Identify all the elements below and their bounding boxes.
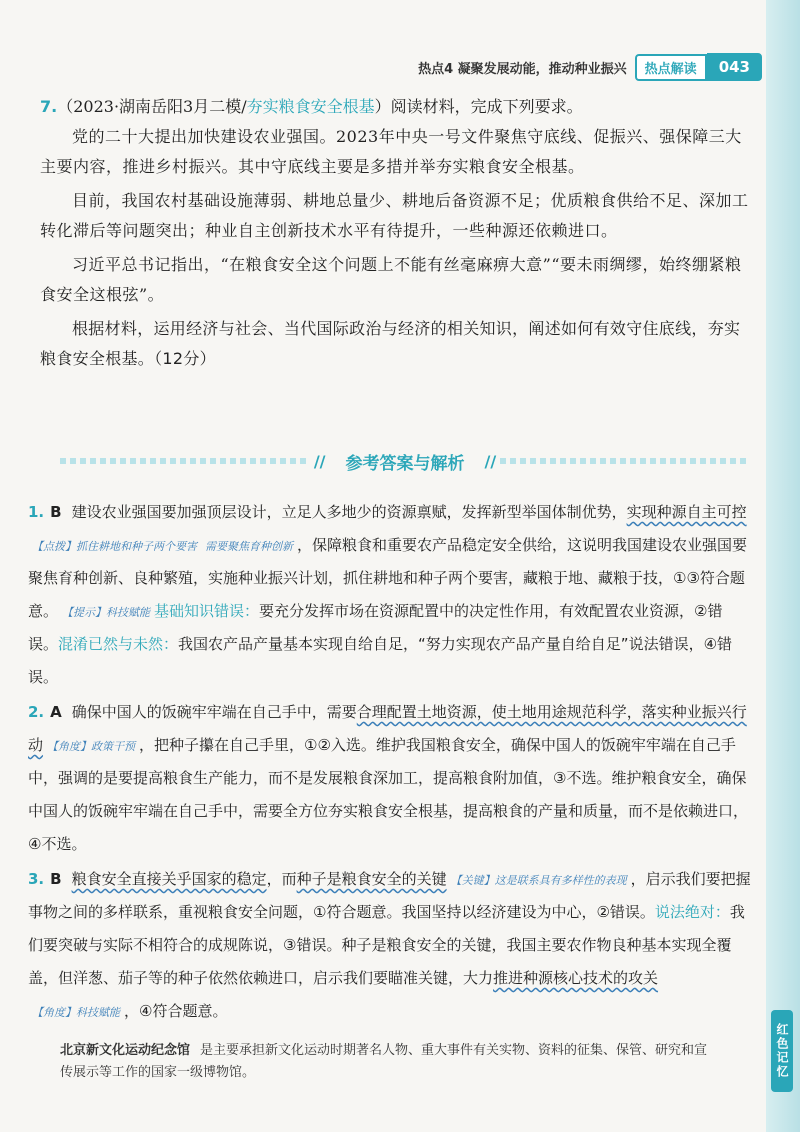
question-task: 根据材料，运用经济与社会、当代国际政治与经济的相关知识，阐述如何有效守住底线，夯实粮食安全根基。（12分）: [40, 319, 741, 368]
answer-number: 2.: [28, 703, 45, 721]
underlined-text: 实现种源自主可控: [626, 503, 747, 521]
section-tag: 热点解读: [635, 54, 707, 81]
annotation-note: 【关键】这是联系具有多样性的表现: [450, 874, 627, 887]
footer-title: 北京新文化运动纪念馆: [60, 1043, 191, 1058]
slash-decoration: //: [484, 451, 497, 471]
answer-text: ，④符合题意。: [124, 1002, 228, 1020]
annotation-note: 【点拨】抓住耕地和种子两个要害: [32, 540, 197, 553]
answer-text: ，把种子攥在自己手里，①②入选。维护我国粮食安全，确保中国人的饭碗牢牢端在自己手中，强调的是要提高粮食生产能力，而不是发展粮食深加工，提高粮食附加值，③不选。维护粮食安全，确保中国人的饭碗牢牢端在自己手中，需要全方位夯实粮食安全根基，提高粮食的产量和质量，而不是依赖进口，④不选。: [28, 736, 749, 853]
answers-list: [28, 496, 752, 1030]
answer-section-header: [60, 448, 750, 474]
underlined-text: 合理配置土地资源，使土地用途规范科学，落实种业振兴行动: [28, 703, 747, 754]
underlined-text: 种子是粮食安全的关键: [296, 870, 447, 888]
footer-text: 是主要承担新文化运动时期著名人物、重大事件有关实物、资料的征集、保管、研究和宣传展示等工作的国家一级博物馆。: [60, 1043, 708, 1080]
answer-text: ，保障粮食和重要农产品稳定安全供给，这说明我国建设农业强国要聚焦育种创新、良种繁殖，实施种业振兴计划，抓住耕地和种子两个要害，藏粮于地、藏粮于技，①③符合题意。: [28, 536, 748, 620]
highlight-label: 基础知识错误：: [154, 602, 260, 620]
question-source-suffix: ）阅读材料，完成下列要求。: [374, 97, 583, 116]
question-paragraph: 目前，我国农村基础设施薄弱、耕地总量少、耕地后备资源不足；优质粮食供给不足、深加工转化滞后等问题突出；种业自主创新技术水平有待提升，一些种源还依赖进口。: [40, 191, 749, 240]
answer-text: 建设农业强国要加强顶层设计，立足人多地少的资源禀赋，发挥新型举国体制优势，: [71, 503, 627, 521]
side-strip: [766, 0, 800, 1132]
divider: [60, 458, 310, 464]
underlined-text: 推进种源核心技术的攻关: [493, 969, 659, 987]
highlight-label: 说法绝对：: [654, 903, 730, 921]
answer-letter: B: [50, 503, 62, 521]
question-source-tag: 夯实粮食安全根基: [246, 97, 375, 116]
annotation-note: 【角度】政策干预: [47, 740, 136, 753]
red-memory-logo: 红色记忆: [771, 1010, 793, 1092]
underlined-text: 粮食安全直接关乎国家的稳定: [71, 870, 267, 888]
question-paragraph: 习近平总书记指出，“在粮食安全这个问题上不能有丝毫麻痹大意”“要未雨绸缪，始终绷紧粮食安全这根弦”。: [40, 255, 742, 304]
question-paragraph: 党的二十大提出加快建设农业强国。2023年中央一号文件聚焦守底线、促振兴、强保障三大主要内容，推进乡村振兴。其中守底线主要是多措并举夯实粮食安全根基。: [40, 127, 742, 176]
answer-text: ，启示我们要把握事物之间的多样联系，重视粮食安全问题，①符合题意。我国坚持以经济建设为中心，②错误。: [28, 870, 751, 921]
answer-text: 我们要突破与实际不相符合的成规陈说，③错误。种子是粮食安全的关键，我国主要农作物良种基本实现全覆盖，但洋葱、茄子等的种子依然依赖进口，启示我们要瞄准关键，大力: [28, 903, 745, 987]
divider: [500, 458, 750, 464]
answer-text: 确保中国人的饭碗牢牢端在自己手中，需要: [71, 703, 357, 721]
highlight-label: 混淆已然与未然：: [58, 635, 179, 653]
answer-text: 要充分发挥市场在资源配置中的决定性作用，有效配置农业资源，②错误。: [28, 602, 723, 653]
question-7: [40, 92, 750, 378]
answer-text: ，而: [266, 870, 297, 888]
answer-item-1: [28, 496, 752, 694]
answer-number: 3.: [28, 870, 45, 888]
answer-item-3: [28, 863, 752, 1028]
annotation-note: 【提示】科技赋能: [62, 606, 151, 619]
page-header: [310, 52, 762, 82]
answer-text: 我国农产品产量基本实现自给自足，“努力实现农产品产量自给自足”说法错误，④错误。: [28, 635, 733, 686]
annotation-note: 需要聚焦育种创新: [205, 540, 293, 553]
slash-decoration: //: [313, 451, 326, 471]
answer-section-title: 参考答案与解析: [345, 453, 465, 474]
question-source-prefix: （2023·湖南岳阳3月二模/: [57, 97, 247, 116]
question-number: 7.: [40, 97, 58, 116]
answer-letter: B: [50, 870, 62, 888]
footer-note: [60, 1040, 720, 1084]
section-title: 热点4 凝聚发展动能，推动种业振兴: [418, 61, 627, 77]
answer-number: 1.: [28, 503, 45, 521]
annotation-note: 【角度】科技赋能: [32, 1006, 120, 1019]
page-number: 043: [707, 53, 762, 81]
answer-letter: A: [50, 703, 62, 721]
answer-item-2: [28, 696, 752, 861]
question-heading: [40, 92, 750, 122]
